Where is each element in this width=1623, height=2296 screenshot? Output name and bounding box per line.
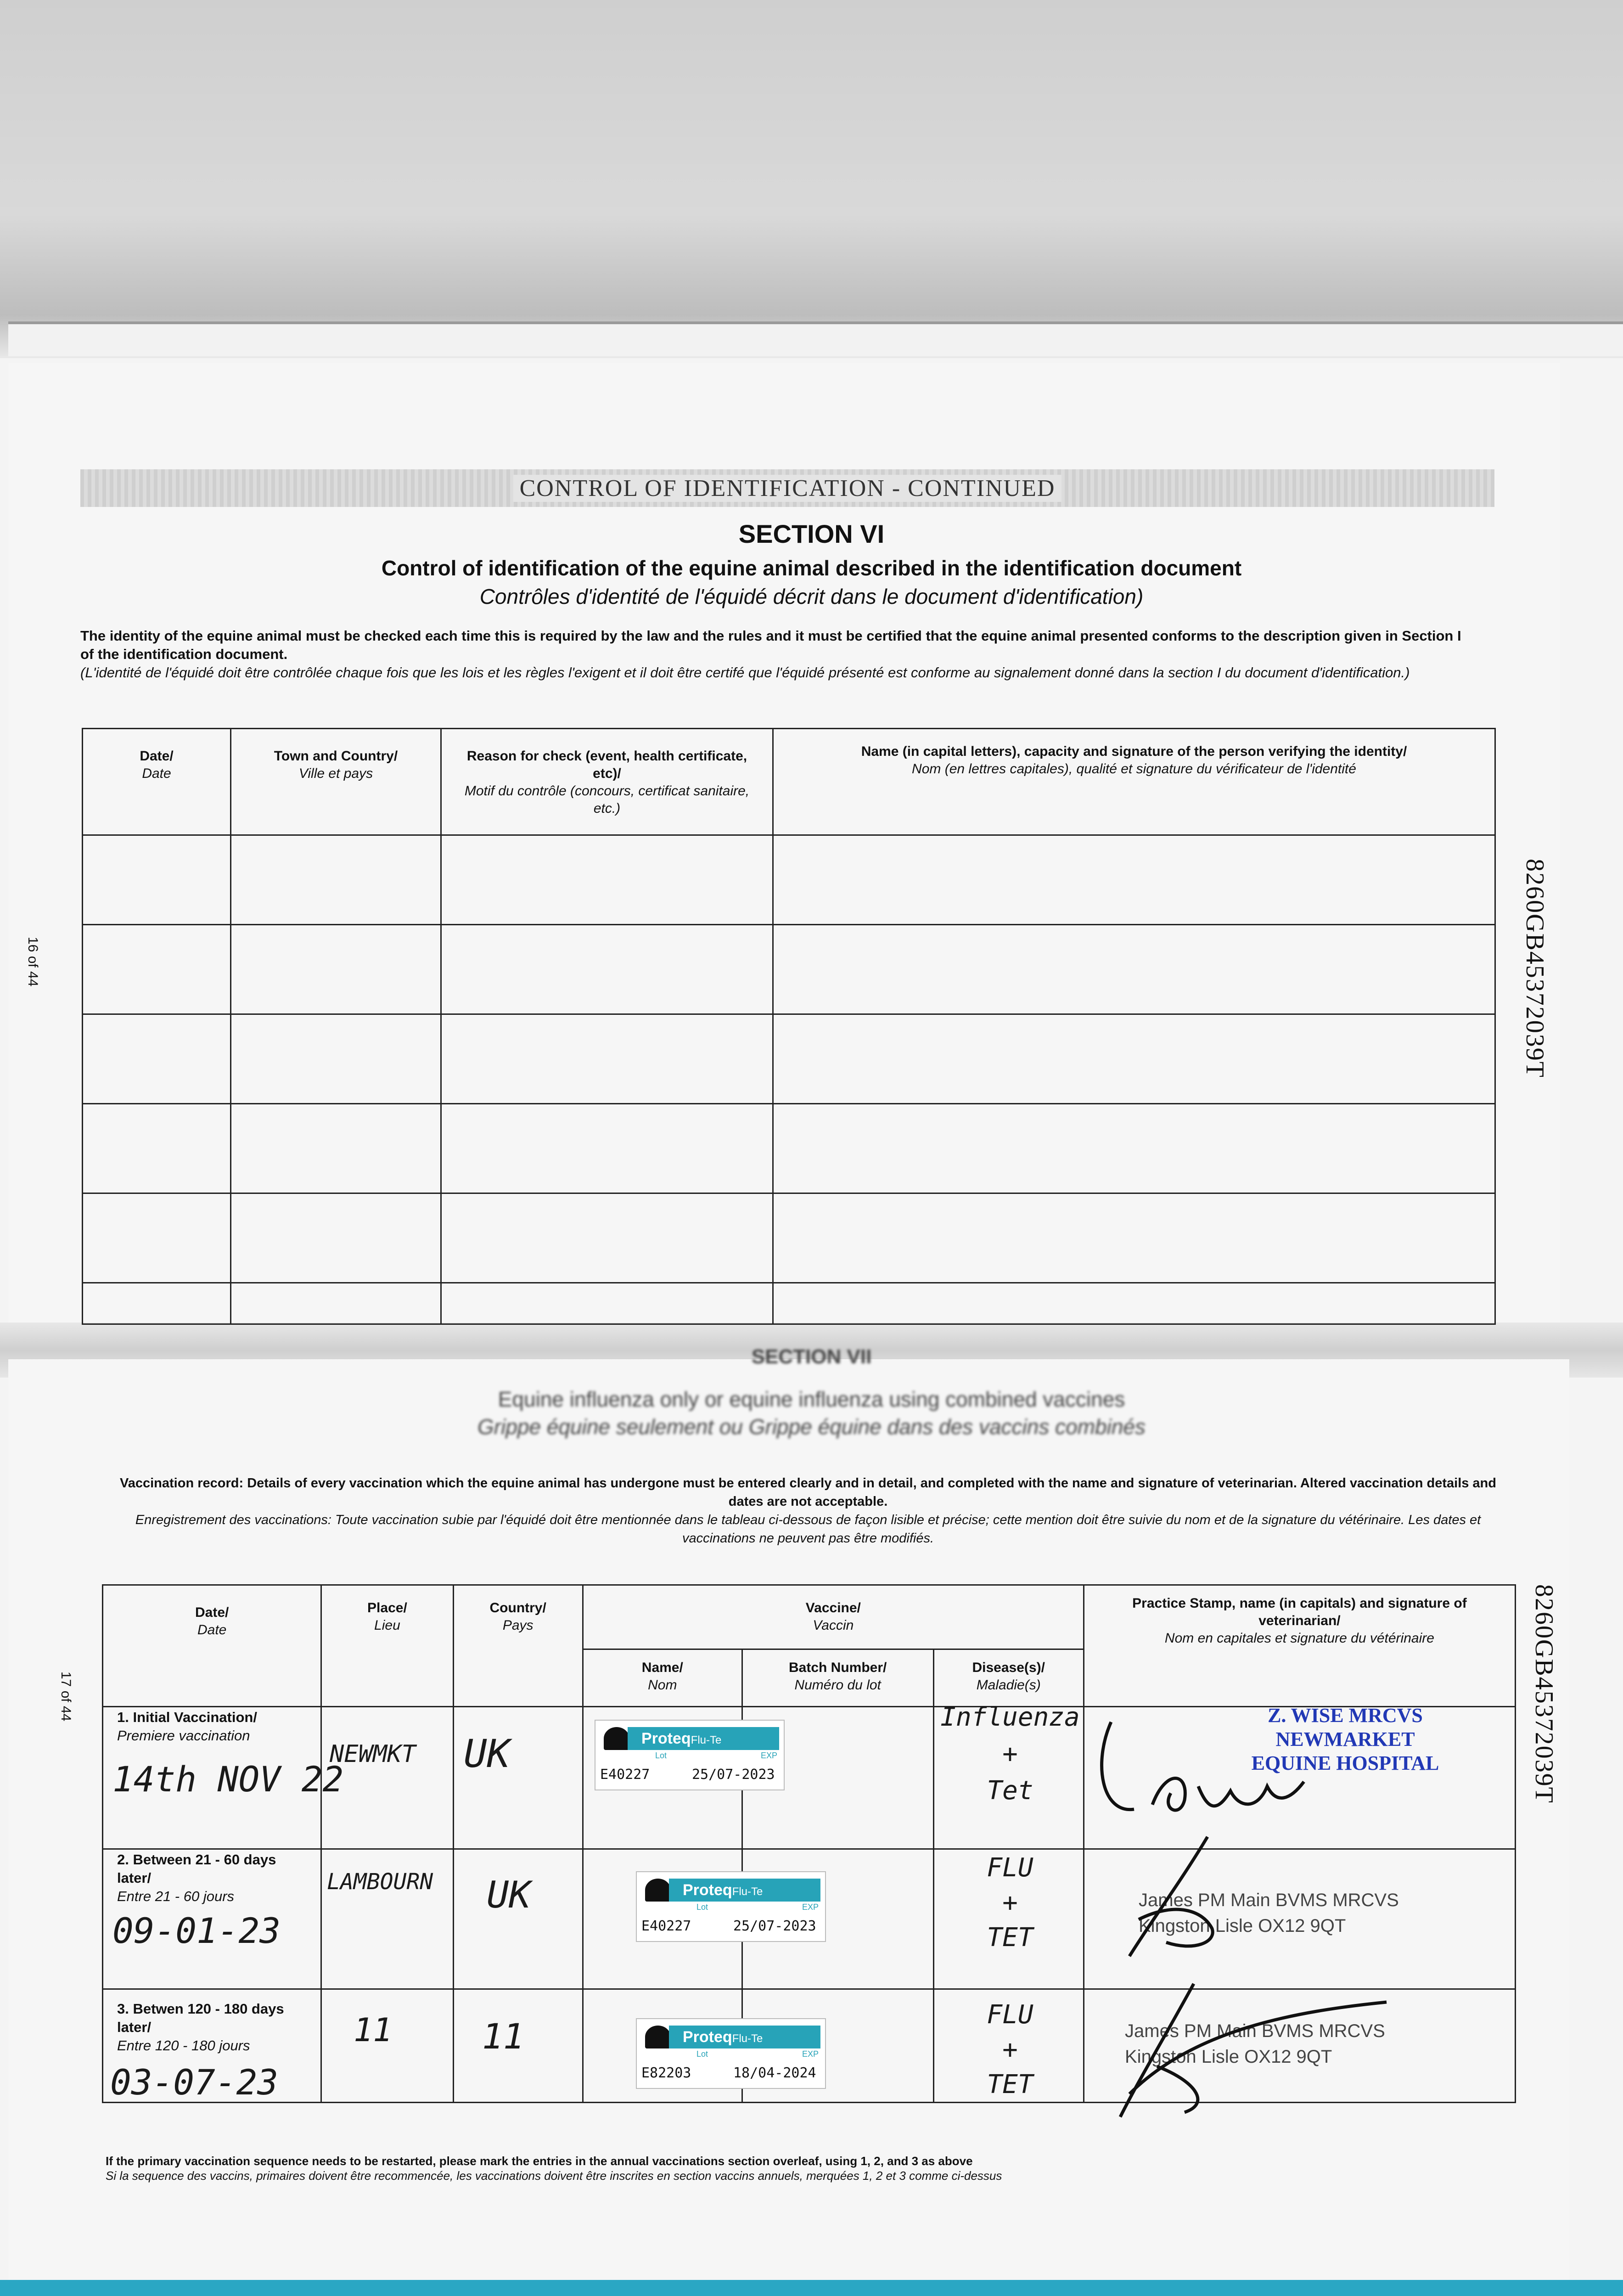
row3-disease-1: FLU [987,2000,1033,2030]
row3-place: 11 [354,2011,393,2049]
row2-lot-label: Lot [696,1902,708,1912]
col-town-en: Town and Country/ [274,748,398,764]
table-row [83,1193,1495,1283]
cell[interactable] [441,1283,773,1324]
row1-label [117,1708,310,1745]
table-row [83,925,1495,1014]
row1-disease [937,1699,1084,1809]
section-vii-subtitle-fr: Grippe équine seulement ou Grippe équine dans des vaccins combinés [477,1415,1146,1439]
hdr-date-en: Date/ [195,1605,229,1620]
record-fr: Enregistrement des vaccinations: Toute vaccination subie par l'équidé doit être mentionnée dans le tableau ci-dessous de façon lisible et précise; cette mention doit être suivie du nom et de la signature du vétérinaire. Les dates et vaccinations ne peuvent pas être modifiés. [135,1513,1481,1546]
row2-expiry: 25/07-2023 [733,1918,816,1934]
table-row [83,1014,1495,1104]
cell[interactable] [441,835,773,925]
row1-stamp-line-2: NEWMARKET [1275,1728,1415,1750]
row3-stamp-line-2: Kingston Lisle OX12 9QT [1125,2047,1332,2067]
hdr-stamp-en: Practice Stamp, name (in capitals) and signature of veterinarian/ [1132,1596,1467,1628]
hdr-vaccine-en: Vaccine/ [805,1600,861,1615]
row2-exp-label: EXP [802,1902,819,1912]
cell[interactable] [773,835,1495,925]
row2-date: 09-01-23 [112,1910,281,1951]
hdr-batch-en: Batch Number/ [788,1660,887,1675]
hdr-place-fr: Lieu [374,1618,400,1633]
page-number-17: 17 of 44 [58,1671,73,1722]
row3-country: 11 [482,2016,524,2057]
row1-label-en: 1. Initial Vaccination/ [117,1709,257,1725]
row1-country-cell[interactable] [453,1707,583,1849]
section-vii-subtitle-en: Equine influenza only or equine influenza using combined vaccines [498,1387,1125,1411]
cell[interactable] [83,1104,231,1193]
hdr-date-fr: Date [197,1622,227,1638]
col-town [231,729,441,835]
row2-label-fr: Entre 21 - 60 jours [117,1888,235,1904]
vaccination-record-text [106,1474,1511,1548]
cell[interactable] [231,1193,441,1283]
row1-variant: Flu-Te [691,1734,722,1746]
hdr-name-fr: Nom [648,1677,677,1693]
cell[interactable] [441,1104,773,1193]
row3-exp-label: EXP [802,2049,819,2059]
hdr-country-en: Country/ [489,1600,546,1615]
col-reason-en: Reason for check (event, health certificate, etc)/ [466,748,747,781]
row3-stamp-line-1: James PM Main BVMS MRCVS [1125,2021,1385,2041]
col-verifier-en: Name (in capital letters), capacity and signature of the person verifying the identity/ [861,744,1407,759]
row2-disease-3: TET [987,1923,1033,1953]
row1-exp-label: EXP [761,1751,778,1760]
intro-en: The identity of the equine animal must be checked each time this is required by the law and the rules and it must be certified that the equine animal presented conforms to the description given in Section I of the identification document. [80,628,1461,662]
cell[interactable] [231,925,441,1014]
col-verifier-fr: Nom (en lettres capitales), qualité et signature du vérificateur de l'identité [912,761,1356,777]
row1-country: UK [464,1731,511,1776]
hdr-batch-fr: Numéro du lot [794,1677,881,1693]
page-number-16: 16 of 44 [25,937,40,987]
sticker-brand [669,2026,820,2048]
section-vi-intro [80,627,1471,682]
sticker-brand [669,1879,820,1902]
row3-lot-label: Lot [696,2049,708,2059]
cell[interactable] [231,1283,441,1324]
row2-brand: Proteq [683,1881,732,1899]
row3-signature [1102,1975,1423,2126]
row1-label-fr: Premiere vaccination [117,1728,250,1744]
row3-variant: Flu-Te [732,2032,763,2045]
hdr-disease-en: Disease(s)/ [972,1660,1045,1675]
row3-vaccine-sticker [636,2018,826,2089]
table-row [83,1283,1495,1324]
section-banner [80,469,1494,507]
cell[interactable] [773,1283,1495,1324]
cell[interactable] [231,835,441,925]
col-date [83,729,231,835]
col-town-fr: Ville et pays [298,766,373,781]
scanner-shadow [0,0,1623,358]
row1-disease-2: + [1002,1739,1018,1769]
cell[interactable] [441,1193,773,1283]
identity-check-table [82,728,1496,1325]
hdr-disease-fr: Maladie(s) [976,1677,1041,1693]
row1-lot-label: Lot [655,1751,667,1760]
row2-country: UK [487,1874,531,1916]
cell[interactable] [773,1014,1495,1104]
hdr-country-fr: Pays [502,1618,534,1633]
row2-vaccine-sticker [636,1871,826,1942]
row2-place: LAMBOURN [327,1869,433,1895]
hdr-vaccine-fr: Vaccin [813,1618,854,1633]
section-vii-title: SECTION VII [751,1345,872,1368]
row2-lot: E40227 [641,1918,691,1934]
row1-disease-1: Influenza [940,1702,1080,1732]
banner-text: CONTROL OF IDENTIFICATION - CONTINUED [513,475,1062,502]
row1-place: NEWMKT [330,1740,416,1768]
row2-signature [1111,1828,1249,1975]
cell[interactable] [231,1014,441,1104]
page-stack-edge [8,321,1623,356]
side-id-top: 8260GB45372039T [1521,859,1549,1078]
row1-expiry: 25/07-2023 [692,1767,775,1783]
row3-disease-3: TET [987,2070,1033,2099]
proteq-logo-icon [604,1727,629,1750]
row3-label-en: 3. Betwen 120 - 180 days later/ [117,2001,284,2035]
row3-date: 03-07-23 [110,2062,279,2103]
row2-stamp-line-2: Kingston Lisle OX12 9QT [1139,1916,1346,1936]
cell[interactable] [231,1104,441,1193]
cell[interactable] [441,1014,773,1104]
row3-lot: E82203 [641,2065,691,2081]
table-row [83,835,1495,925]
col-reason [441,729,773,835]
footer-fr: Si la sequence des vaccins, primaires doivent être recommencée, les vaccinations doivent être inscrites en section vaccins annuels, merquées 1, 2 et 3 comme ci-dessus [106,2169,1002,2183]
row3-label [117,2000,310,2055]
cell[interactable] [441,925,773,1014]
vaccination-footer [106,2154,1483,2183]
row3-expiry: 18/04-2024 [733,2065,816,2081]
col-date-fr: Date [142,766,171,781]
row2-stamp-line-1: James PM Main BVMS MRCVS [1139,1890,1399,1910]
record-en: Vaccination record: Details of every vaccination which the equine animal has undergone must be entered clearly and in detail, and completed with the name and signature of veterinarian. Altered vaccination details and dates are not acceptable. [120,1476,1496,1509]
row1-brand: Proteq [641,1730,691,1747]
cell[interactable] [773,1104,1495,1193]
row2-country-cell[interactable] [453,1849,583,1989]
cell[interactable] [83,1014,231,1104]
row2-disease [937,1851,1084,1955]
side-id-bottom: 8260GB45372039T [1530,1584,1558,1804]
col-reason-fr: Motif du contrôle (concours, certificat sanitaire, etc.) [464,783,750,816]
row2-label [117,1851,310,1906]
row2-disease-1: FLU [987,1853,1033,1883]
hdr-country [453,1585,583,1707]
hdr-date [103,1585,321,1707]
row3-disease-2: + [1002,2035,1018,2065]
hdr-vaccine [583,1585,1084,1649]
row3-disease [937,1998,1084,2102]
cell[interactable] [83,835,231,925]
row1-vaccine-sticker [595,1720,785,1790]
hdr-batch [742,1649,933,1707]
row2-label-en: 2. Between 21 - 60 days later/ [117,1851,276,1886]
hdr-name [583,1649,742,1707]
row2-disease-2: + [1002,1888,1018,1918]
sticker-brand [628,1727,779,1750]
cell[interactable] [773,925,1495,1014]
cell[interactable] [83,1283,231,1324]
hdr-stamp-fr: Nom en capitales et signature du vétérinaire [1164,1631,1434,1646]
row3-brand: Proteq [683,2028,732,2046]
col-verifier [773,729,1495,835]
cell[interactable] [83,925,231,1014]
hdr-disease [933,1649,1084,1707]
row1-disease-3: Tet [987,1776,1033,1806]
row2-variant: Flu-Te [732,1885,763,1898]
hdr-name-en: Name/ [641,1660,683,1675]
row1-stamp-line-1: Z. WISE MRCVS [1268,1704,1423,1727]
proteq-logo-icon [645,1879,671,1902]
section-vi-title: SECTION VI [738,519,885,548]
hdr-place [321,1585,453,1707]
footer-en: If the primary vaccination sequence needs to be restarted, please mark the entries in the annual vaccinations section overleaf, using 1, 2, and 3 as above [106,2154,973,2168]
hdr-place-en: Place/ [367,1600,407,1615]
col-date-en: Date/ [140,748,174,764]
bottom-band [0,2280,1623,2296]
row3-label-fr: Entre 120 - 180 jours [117,2037,250,2054]
section-vi-subtitle-en: Control of identification of the equine animal described in the identification document [381,556,1242,580]
row1-date: 14th NOV 22 [112,1759,344,1800]
intro-fr: (L'identité de l'équidé doit être contrôlée chaque fois que les lois et les règles l'exigent et il doit être certifé que l'équidé présenté est conforme au signalement donné dans la section I du document d'identification.) [80,664,1410,681]
hdr-stamp [1084,1585,1515,1707]
section-vi-subtitle-fr: Contrôles d'identité de l'équidé décrit dans le document d'identification) [479,585,1144,608]
cell[interactable] [83,1193,231,1283]
row1-signature [1093,1694,1437,1832]
table-row [83,1104,1495,1193]
proteq-logo-icon [645,2026,671,2048]
cell[interactable] [773,1193,1495,1283]
row1-stamp-line-3: EQUINE HOSPITAL [1251,1752,1439,1774]
row1-lot: E40227 [600,1767,650,1783]
